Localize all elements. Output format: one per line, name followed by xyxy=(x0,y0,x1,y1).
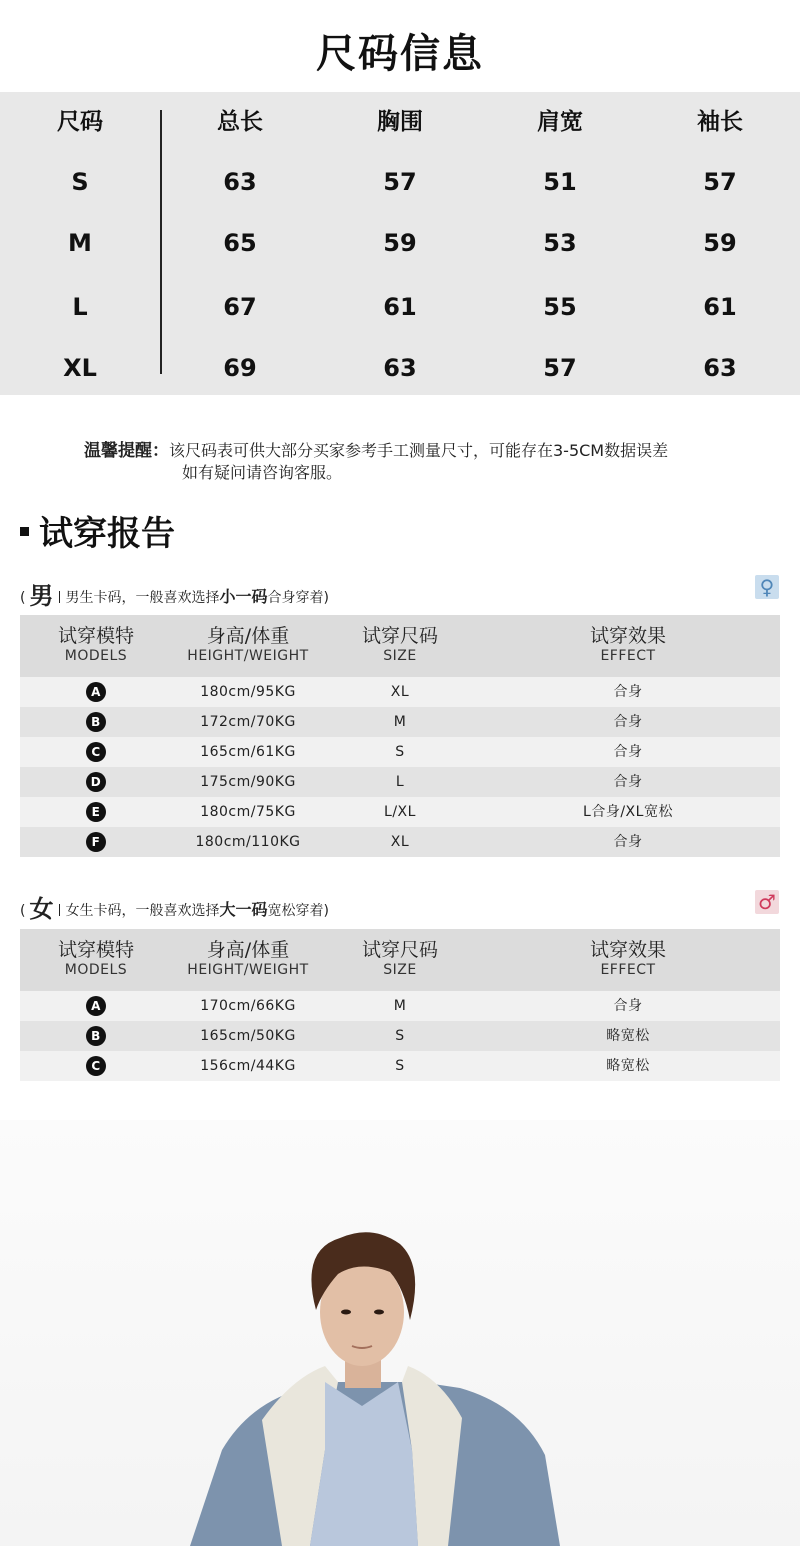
size-cell: XL xyxy=(390,684,410,700)
col-hw-en: HEIGHT/WEIGHT xyxy=(187,648,309,664)
sleeve-value: 59 xyxy=(703,229,737,257)
col-hw-cn: 身高/体重 xyxy=(206,625,290,647)
header-chest: 胸围 xyxy=(377,109,423,135)
male-open-paren: ( xyxy=(20,590,26,606)
height-weight-cell: 175cm/90KG xyxy=(200,774,296,790)
col-models-en: MODELS xyxy=(64,962,128,978)
female-close-paren: ) xyxy=(323,903,329,919)
male-close-paren: ) xyxy=(323,590,329,606)
chest-value: 57 xyxy=(383,168,417,196)
table-row xyxy=(20,707,780,737)
model-badge: A xyxy=(86,996,106,1016)
female-tryon-table xyxy=(20,929,780,1081)
reminder-line-2: 如有疑问请咨询客服。 xyxy=(182,463,343,482)
report-title-text: 试穿报告 xyxy=(39,514,175,554)
model-badge: E xyxy=(86,802,106,822)
col-effect-en: EFFECT xyxy=(600,648,656,664)
table-row xyxy=(20,1051,780,1081)
height-weight-cell: 172cm/70KG xyxy=(200,714,296,730)
header-sleeve: 袖长 xyxy=(697,109,743,135)
size-cell: XL xyxy=(390,834,410,850)
right-eye xyxy=(374,1310,384,1315)
col-effect-cn: 试穿效果 xyxy=(589,939,666,961)
length-value: 67 xyxy=(223,293,257,321)
model-badge: D xyxy=(86,772,106,792)
model-cell xyxy=(20,677,172,707)
model-cell xyxy=(20,991,172,1021)
table-row xyxy=(20,797,780,827)
length-value: 65 xyxy=(223,229,257,257)
model-badge: C xyxy=(86,742,106,762)
female-note-emphasis: 大一码 xyxy=(219,900,268,919)
table-row xyxy=(20,1021,780,1051)
size-chart-table xyxy=(0,92,800,395)
effect-cell: 合身 xyxy=(613,684,643,700)
table-row xyxy=(20,827,780,857)
shoulder-value: 57 xyxy=(543,354,577,382)
model-cell xyxy=(20,1051,172,1081)
header-size: 尺码 xyxy=(57,109,103,135)
col-size-en: SIZE xyxy=(383,648,417,664)
model-cell xyxy=(20,707,172,737)
reminder-line-1 xyxy=(84,440,764,462)
col-hw-en: HEIGHT/WEIGHT xyxy=(187,962,309,978)
model-badge: B xyxy=(86,712,106,732)
size-value: XL xyxy=(63,354,97,382)
col-hw-cn: 身高/体重 xyxy=(206,939,290,961)
male-note-pre: 男生卡码，一般喜欢选择 xyxy=(65,590,220,606)
reminder-text: 该尺码表可供大部分买家参考手工测量尺寸，可能存在3-5CM数据误差 xyxy=(169,441,669,460)
divider-bar xyxy=(59,904,60,916)
size-row-m xyxy=(0,223,800,263)
model-cell xyxy=(20,797,172,827)
shoulder-value: 55 xyxy=(543,293,577,321)
male-tryon-table xyxy=(20,615,780,857)
size-row-xl xyxy=(0,348,800,388)
shoulder-value: 51 xyxy=(543,168,577,196)
height-weight-cell: 180cm/110KG xyxy=(195,834,301,850)
height-weight-cell: 180cm/75KG xyxy=(200,804,296,820)
male-note-emphasis: 小一码 xyxy=(219,587,268,606)
size-reminder xyxy=(84,440,764,484)
sleeve-value: 63 xyxy=(703,354,737,382)
model-badge: F xyxy=(86,832,106,852)
col-height-weight xyxy=(172,625,324,665)
col-effect xyxy=(476,625,780,665)
model-cell xyxy=(20,767,172,797)
sleeve-value: 61 xyxy=(703,293,737,321)
effect-cell: 合身 xyxy=(613,744,643,760)
female-note-post: 宽松穿着 xyxy=(267,903,324,919)
size-value: M xyxy=(68,229,92,257)
reminder-label: 温馨提醒： xyxy=(84,441,169,461)
male-group-label xyxy=(20,576,329,611)
col-size-en: SIZE xyxy=(383,962,417,978)
model-photo xyxy=(0,1120,800,1546)
chest-value: 59 xyxy=(383,229,417,257)
table-row xyxy=(20,677,780,707)
male-symbol-icon: ♂ xyxy=(755,890,779,914)
model-cell xyxy=(20,827,172,857)
divider-bar xyxy=(59,591,60,603)
height-weight-cell: 156cm/44KG xyxy=(200,1058,296,1074)
col-effect xyxy=(476,939,780,979)
chest-value: 61 xyxy=(383,293,417,321)
effect-cell: 合身 xyxy=(613,774,643,790)
size-cell: S xyxy=(395,1028,405,1044)
female-symbol-icon: ♀ xyxy=(755,575,779,599)
col-models-en: MODELS xyxy=(64,648,128,664)
striped-shirt xyxy=(310,1382,418,1546)
female-note-pre: 女生卡码，一般喜欢选择 xyxy=(65,903,220,919)
table-header-row xyxy=(20,615,780,677)
col-size-cn: 试穿尺码 xyxy=(361,939,438,961)
length-value: 63 xyxy=(223,168,257,196)
header-shoulder: 肩宽 xyxy=(537,109,583,135)
male-note-post: 合身穿着 xyxy=(267,590,324,606)
col-size-cn: 试穿尺码 xyxy=(361,625,438,647)
size-header-row xyxy=(0,102,800,142)
chest-value: 63 xyxy=(383,354,417,382)
col-effect-en: EFFECT xyxy=(600,962,656,978)
col-models xyxy=(20,939,172,979)
col-effect-cn: 试穿效果 xyxy=(589,625,666,647)
size-cell: M xyxy=(393,998,407,1014)
model-cell xyxy=(20,737,172,767)
effect-cell: 略宽松 xyxy=(606,1028,650,1044)
col-height-weight xyxy=(172,939,324,979)
left-eye xyxy=(341,1310,351,1315)
female-group-label xyxy=(20,889,329,924)
size-value: L xyxy=(72,293,88,321)
effect-cell: 合身 xyxy=(613,998,643,1014)
size-row-s xyxy=(0,162,800,202)
height-weight-cell: 165cm/50KG xyxy=(200,1028,296,1044)
male-gender: 男 xyxy=(29,582,54,610)
effect-cell: 合身 xyxy=(613,834,643,850)
size-cell: S xyxy=(395,744,405,760)
model-badge: A xyxy=(86,682,106,702)
female-open-paren: ( xyxy=(20,903,26,919)
effect-cell: L合身/XL宽松 xyxy=(583,804,673,820)
height-weight-cell: 165cm/61KG xyxy=(200,744,296,760)
size-cell: L/XL xyxy=(384,804,416,820)
header-length: 总长 xyxy=(217,109,263,135)
table-header-row xyxy=(20,929,780,991)
bullet-square-icon xyxy=(20,527,29,536)
report-title xyxy=(20,506,175,555)
length-value: 69 xyxy=(223,354,257,382)
height-weight-cell: 180cm/95KG xyxy=(200,684,296,700)
effect-cell: 略宽松 xyxy=(606,1058,650,1074)
effect-cell: 合身 xyxy=(613,714,643,730)
col-models xyxy=(20,625,172,665)
sleeve-value: 57 xyxy=(703,168,737,196)
col-size xyxy=(324,625,476,665)
table-row xyxy=(20,991,780,1021)
size-chart-title: 尺码信息 xyxy=(316,31,484,77)
size-cell: L xyxy=(395,774,405,790)
size-value: S xyxy=(71,168,89,196)
size-cell: M xyxy=(393,714,407,730)
model-cell xyxy=(20,1021,172,1051)
col-size xyxy=(324,939,476,979)
col-models-cn: 试穿模特 xyxy=(57,939,134,961)
shoulder-value: 53 xyxy=(543,229,577,257)
table-row xyxy=(20,737,780,767)
model-badge: B xyxy=(86,1026,106,1046)
female-gender: 女 xyxy=(29,895,54,923)
height-weight-cell: 170cm/66KG xyxy=(200,998,296,1014)
table-row xyxy=(20,767,780,797)
size-row-l xyxy=(0,287,800,327)
col-models-cn: 试穿模特 xyxy=(57,625,134,647)
model-badge: C xyxy=(86,1056,106,1076)
model-illustration xyxy=(0,1120,800,1546)
size-cell: S xyxy=(395,1058,405,1074)
